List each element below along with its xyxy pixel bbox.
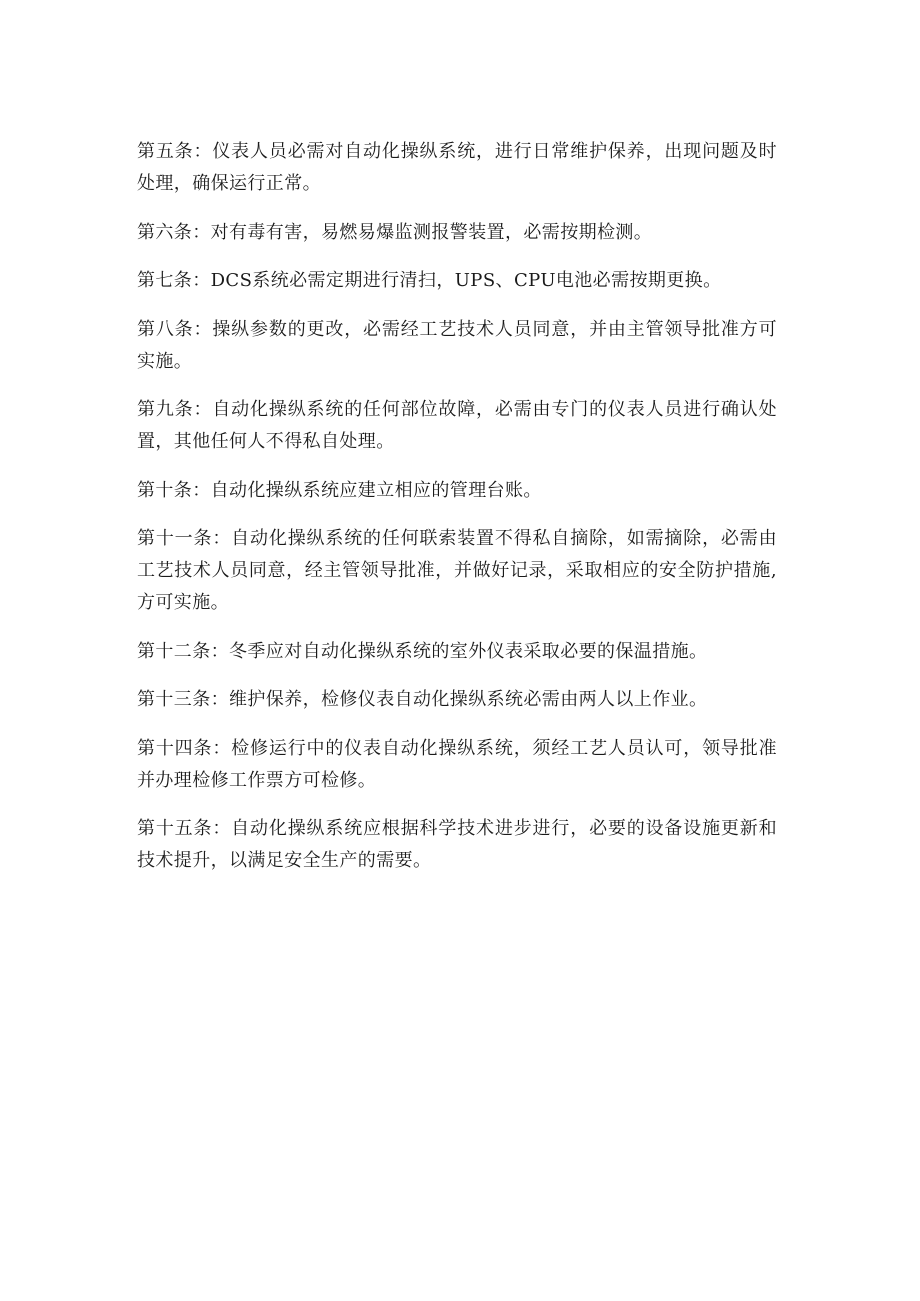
article-14: 第十四条：检修运行中的仪表自动化操纵系统，须经工艺人员认可，领导批准并办理检修工作票方可检修。 [137, 737, 777, 791]
article-6: 第六条：对有毒有害，易燃易爆监测报警装置，必需按期检测。 [137, 221, 653, 243]
article-11: 第十一条：自动化操纵系统的任何联索装置不得私自摘除，如需摘除，必需由工艺技术人员同意，经主管领导批准，并做好记录，采取相应的安全防护措施,方可实施。 [137, 528, 777, 613]
article-12: 第十二条：冬季应对自动化操纵系统的室外仪表采取必要的保温措施。 [137, 640, 708, 662]
document-body [137, 136, 777, 894]
article-8: 第八条：操纵参数的更改，必需经工艺技术人员同意，并由主管领导批准方可实施。 [137, 318, 777, 372]
article-13: 第十三条：维护保养，检修仪表自动化操纵系统必需由两人以上作业。 [137, 689, 708, 710]
article-5: 第五条：仪表人员必需对自动化操纵系统，进行日常维护保养，出现问题及时处理，确保运行正常。 [137, 141, 777, 194]
article-7: 第七条：DCS系统必需定期进行清扫，UPS、CPU电池必需按期更换。 [137, 270, 722, 291]
article-15: 第十五条：自动化操纵系统应根据科学技术进步进行，必要的设备设施更新和技术提升，以满足安全生产的需要。 [137, 818, 777, 871]
article-9: 第九条：自动化操纵系统的任何部位故障，必需由专门的仪表人员进行确认处置，其他任何人不得私自处理。 [137, 399, 777, 452]
article-10: 第十条：自动化操纵系统应建立相应的管理台账。 [137, 479, 542, 501]
